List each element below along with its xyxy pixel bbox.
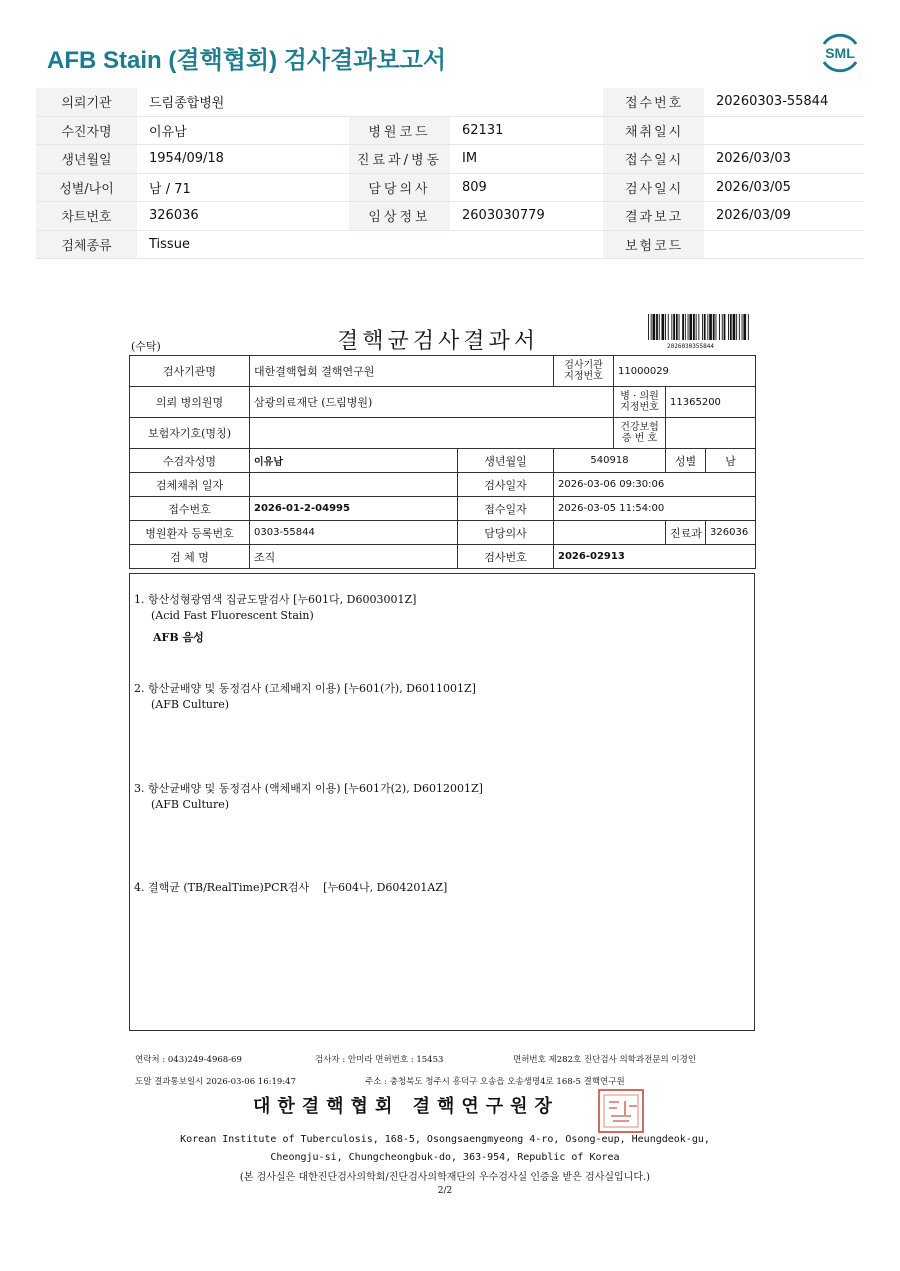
barcode-bar (722, 314, 723, 340)
info-value: 남 / 71 (137, 173, 349, 202)
barcode-bar (685, 314, 686, 340)
barcode-bar (724, 314, 726, 340)
barcode-number: 2026030355844 (667, 343, 714, 350)
value-registration-number: 0303-55844 (250, 521, 458, 545)
label-registration-number: 병원환자 등록번호 (130, 521, 250, 545)
barcode-bar (693, 314, 695, 340)
footer-report-date: 도말 결과통보일시 2026-03-06 16:19:47 (135, 1077, 296, 1087)
info-value: 드림종합병원 (137, 88, 349, 116)
label-test-number: 검사번호 (458, 545, 554, 569)
value-test-number: 2026-02913 (554, 545, 756, 569)
info-value: 2603030779 (450, 202, 603, 231)
barcode-bar (742, 314, 743, 340)
value-sex: 남 (706, 449, 756, 473)
report-title: 결핵균검사결과서 (337, 329, 540, 354)
info-value: 1954/09/18 (137, 145, 349, 174)
value-receipt-number: 2026-01-2-04995 (250, 497, 458, 521)
label-patient-name: 수검자성명 (130, 449, 250, 473)
info-value: 326036 (137, 202, 349, 231)
value-birth-date: 540918 (554, 449, 666, 473)
label-insurance-card: 건강보험 증 번 호 (614, 418, 666, 449)
barcode-bar (682, 314, 684, 340)
barcode-bar (671, 314, 672, 340)
label-receipt-date: 접수일자 (458, 497, 554, 521)
barcode-bar (659, 314, 660, 340)
page-title: AFB Stain (결핵협회) 검사결과보고서 (47, 47, 447, 74)
barcode-bar (668, 314, 669, 340)
info-label: 채취일시 (603, 116, 704, 145)
barcode-bar (662, 314, 665, 340)
label-insurer: 보험자기호(명칭) (130, 418, 250, 449)
test-item-title: 2. 항산균배양 및 동정검사 (고체배지 이용) [누601(가), D6011001Z] (134, 682, 476, 695)
footer-doctor: 면허번호 제282호 진단검사 의학과전문의 이경인 (513, 1055, 697, 1065)
value-inspection-agency: 대한결핵협회 결핵연구원 (250, 356, 554, 387)
barcode-bar (730, 314, 732, 340)
info-value: 809 (450, 173, 603, 202)
barcode-bar (696, 314, 697, 340)
info-value (704, 230, 864, 259)
sml-logo-icon (816, 30, 864, 76)
test-result: AFB 음성 (153, 631, 204, 644)
test-item (134, 880, 447, 896)
label-department: 진료과 (666, 521, 706, 545)
label-attending-doctor: 담당의사 (458, 521, 554, 545)
barcode-bar (679, 314, 680, 340)
test-item (134, 781, 483, 813)
info-label: 병원코드 (349, 116, 450, 145)
label-hospital-number: 병 · 의원 지정번호 (614, 387, 666, 418)
footer-address: 주소 : 충청북도 청주시 흥덕구 오송읍 오송생명4로 168-5 결핵연구원 (365, 1077, 625, 1087)
value-collection-date (250, 473, 458, 497)
value-specimen: 조직 (250, 545, 458, 569)
patient-info-table (36, 88, 864, 259)
info-label: 접수번호 (603, 88, 704, 116)
info-value: 2026/03/09 (704, 202, 864, 231)
info-value (450, 230, 603, 259)
test-item-subtitle: (AFB Culture) (151, 798, 230, 811)
info-label: 수진자명 (36, 116, 137, 145)
info-row (36, 116, 864, 145)
info-label: 차트번호 (36, 202, 137, 231)
info-value: 2026/03/03 (704, 145, 864, 174)
info-label: 검체종류 (36, 230, 137, 259)
label-specimen: 검 체 명 (130, 545, 250, 569)
value-test-date: 2026-03-06 09:30:06 (554, 473, 756, 497)
barcode-bar (702, 314, 703, 340)
label-agency-number: 검사기관 지정번호 (554, 356, 614, 387)
label-birth-date: 생년월일 (458, 449, 554, 473)
barcode-bar (648, 314, 649, 340)
info-label (349, 230, 450, 259)
label-receipt-number: 접수번호 (130, 497, 250, 521)
info-label: 보험코드 (603, 230, 704, 259)
info-row (36, 202, 864, 231)
info-value: IM (450, 145, 603, 174)
footer-contact: 연락처 : 043)249-4968-69 (135, 1055, 242, 1065)
info-value: 20260303-55844 (704, 88, 864, 116)
institute-name: 대한결핵협회 결핵연구원장 (253, 1096, 559, 1117)
test-item-title: 4. 결핵균 (TB/RealTime)PCR검사 [누604나, D604201AZ] (134, 881, 448, 894)
value-insurance-card (666, 418, 756, 449)
value-patient-name: 이유남 (250, 449, 458, 473)
barcode-bar (716, 314, 717, 340)
info-label: 의뢰기관 (36, 88, 137, 116)
info-row (36, 88, 864, 116)
label-collection-date: 검체채취 일자 (130, 473, 250, 497)
footer-inspector: 검사자 : 안미라 면허번호 : 15453 (315, 1055, 444, 1065)
test-item-subtitle: (Acid Fast Fluorescent Stain) (151, 609, 314, 622)
barcode-bar (719, 314, 720, 340)
value-department: 326036 (706, 521, 756, 545)
info-value: Tissue (137, 230, 349, 259)
test-results-box (129, 573, 755, 1031)
barcode-bar (656, 314, 658, 340)
label-inspection-agency: 검사기관명 (130, 356, 250, 387)
barcode-bar (676, 314, 678, 340)
info-label (349, 88, 450, 116)
barcode-bar (733, 314, 736, 340)
test-item (134, 592, 416, 646)
barcode-bar (728, 314, 729, 340)
value-insurer (250, 418, 614, 449)
info-row (36, 173, 864, 202)
value-referring-hospital: 삼광의료재단 (드림병원) (250, 387, 614, 418)
barcode-bar (653, 314, 656, 340)
barcode-bar (739, 314, 740, 340)
info-row (36, 145, 864, 174)
barcode-bar (651, 314, 652, 340)
barcode-bar (709, 314, 712, 340)
info-value (450, 88, 603, 116)
info-label: 진료과/병동 (349, 145, 450, 174)
barcode-bar (743, 314, 746, 340)
info-row (36, 230, 864, 259)
test-item-subtitle: (AFB Culture) (151, 698, 230, 711)
info-label: 임상정보 (349, 202, 450, 231)
barcode-bar (713, 314, 715, 340)
barcode-bar (748, 314, 749, 340)
barcode-bar (688, 314, 689, 340)
barcode-bar (665, 314, 666, 340)
label-sex: 성별 (666, 449, 706, 473)
info-label: 담당의사 (349, 173, 450, 202)
label-referring-hospital: 의뢰 병의원명 (130, 387, 250, 418)
logo-text: SML (825, 45, 855, 61)
test-item (134, 681, 476, 713)
info-value: 이유남 (137, 116, 349, 145)
certification-note: (본 검사실은 대한진단검사의학회/진단검사의학재단의 우수검사실 인증을 받은 검사실입니다.) (239, 1172, 651, 1183)
info-value: 2026/03/05 (704, 173, 864, 202)
barcode-bar (673, 314, 675, 340)
test-item-title: 1. 항산성형광염색 집균도말검사 [누601다, D6003001Z] (134, 593, 417, 606)
report-subtitle: (수탁) (131, 340, 161, 353)
value-hospital-number: 11365200 (666, 387, 756, 418)
info-value (704, 116, 864, 145)
report-info-table (129, 355, 756, 569)
info-label: 검사일시 (603, 173, 704, 202)
label-test-date: 검사일자 (458, 473, 554, 497)
value-receipt-date: 2026-03-05 11:54:00 (554, 497, 756, 521)
info-label: 성별/나이 (36, 173, 137, 202)
test-item-title: 3. 항산균배양 및 동정검사 (액체배지 이용) [누601가(2), D6012001Z] (134, 782, 483, 795)
info-label: 접수일시 (603, 145, 704, 174)
official-seal-icon (597, 1088, 645, 1134)
barcode-bar (689, 314, 692, 340)
english-address-line1: Korean Institute of Tuberculosis, 168-5, Osongsaengmyeong 4-ro, Osong-eup, Heungdeok-gu, (180, 1134, 710, 1145)
barcode-bar (698, 314, 699, 340)
barcode-bar (707, 314, 708, 340)
info-label: 결과보고 (603, 202, 704, 231)
value-agency-number: 11000029 (614, 356, 756, 387)
barcode-bar (736, 314, 737, 340)
info-label: 생년월일 (36, 145, 137, 174)
info-value: 62131 (450, 116, 603, 145)
barcode-icon (647, 314, 750, 340)
tb-report-document (125, 312, 765, 1212)
page-number: 2/2 (437, 1186, 453, 1196)
barcode-bar (704, 314, 706, 340)
value-attending-doctor (554, 521, 666, 545)
english-address-line2: Cheongju-si, Chungcheongbuk-do, 363-954, Republic of Korea (270, 1152, 620, 1163)
